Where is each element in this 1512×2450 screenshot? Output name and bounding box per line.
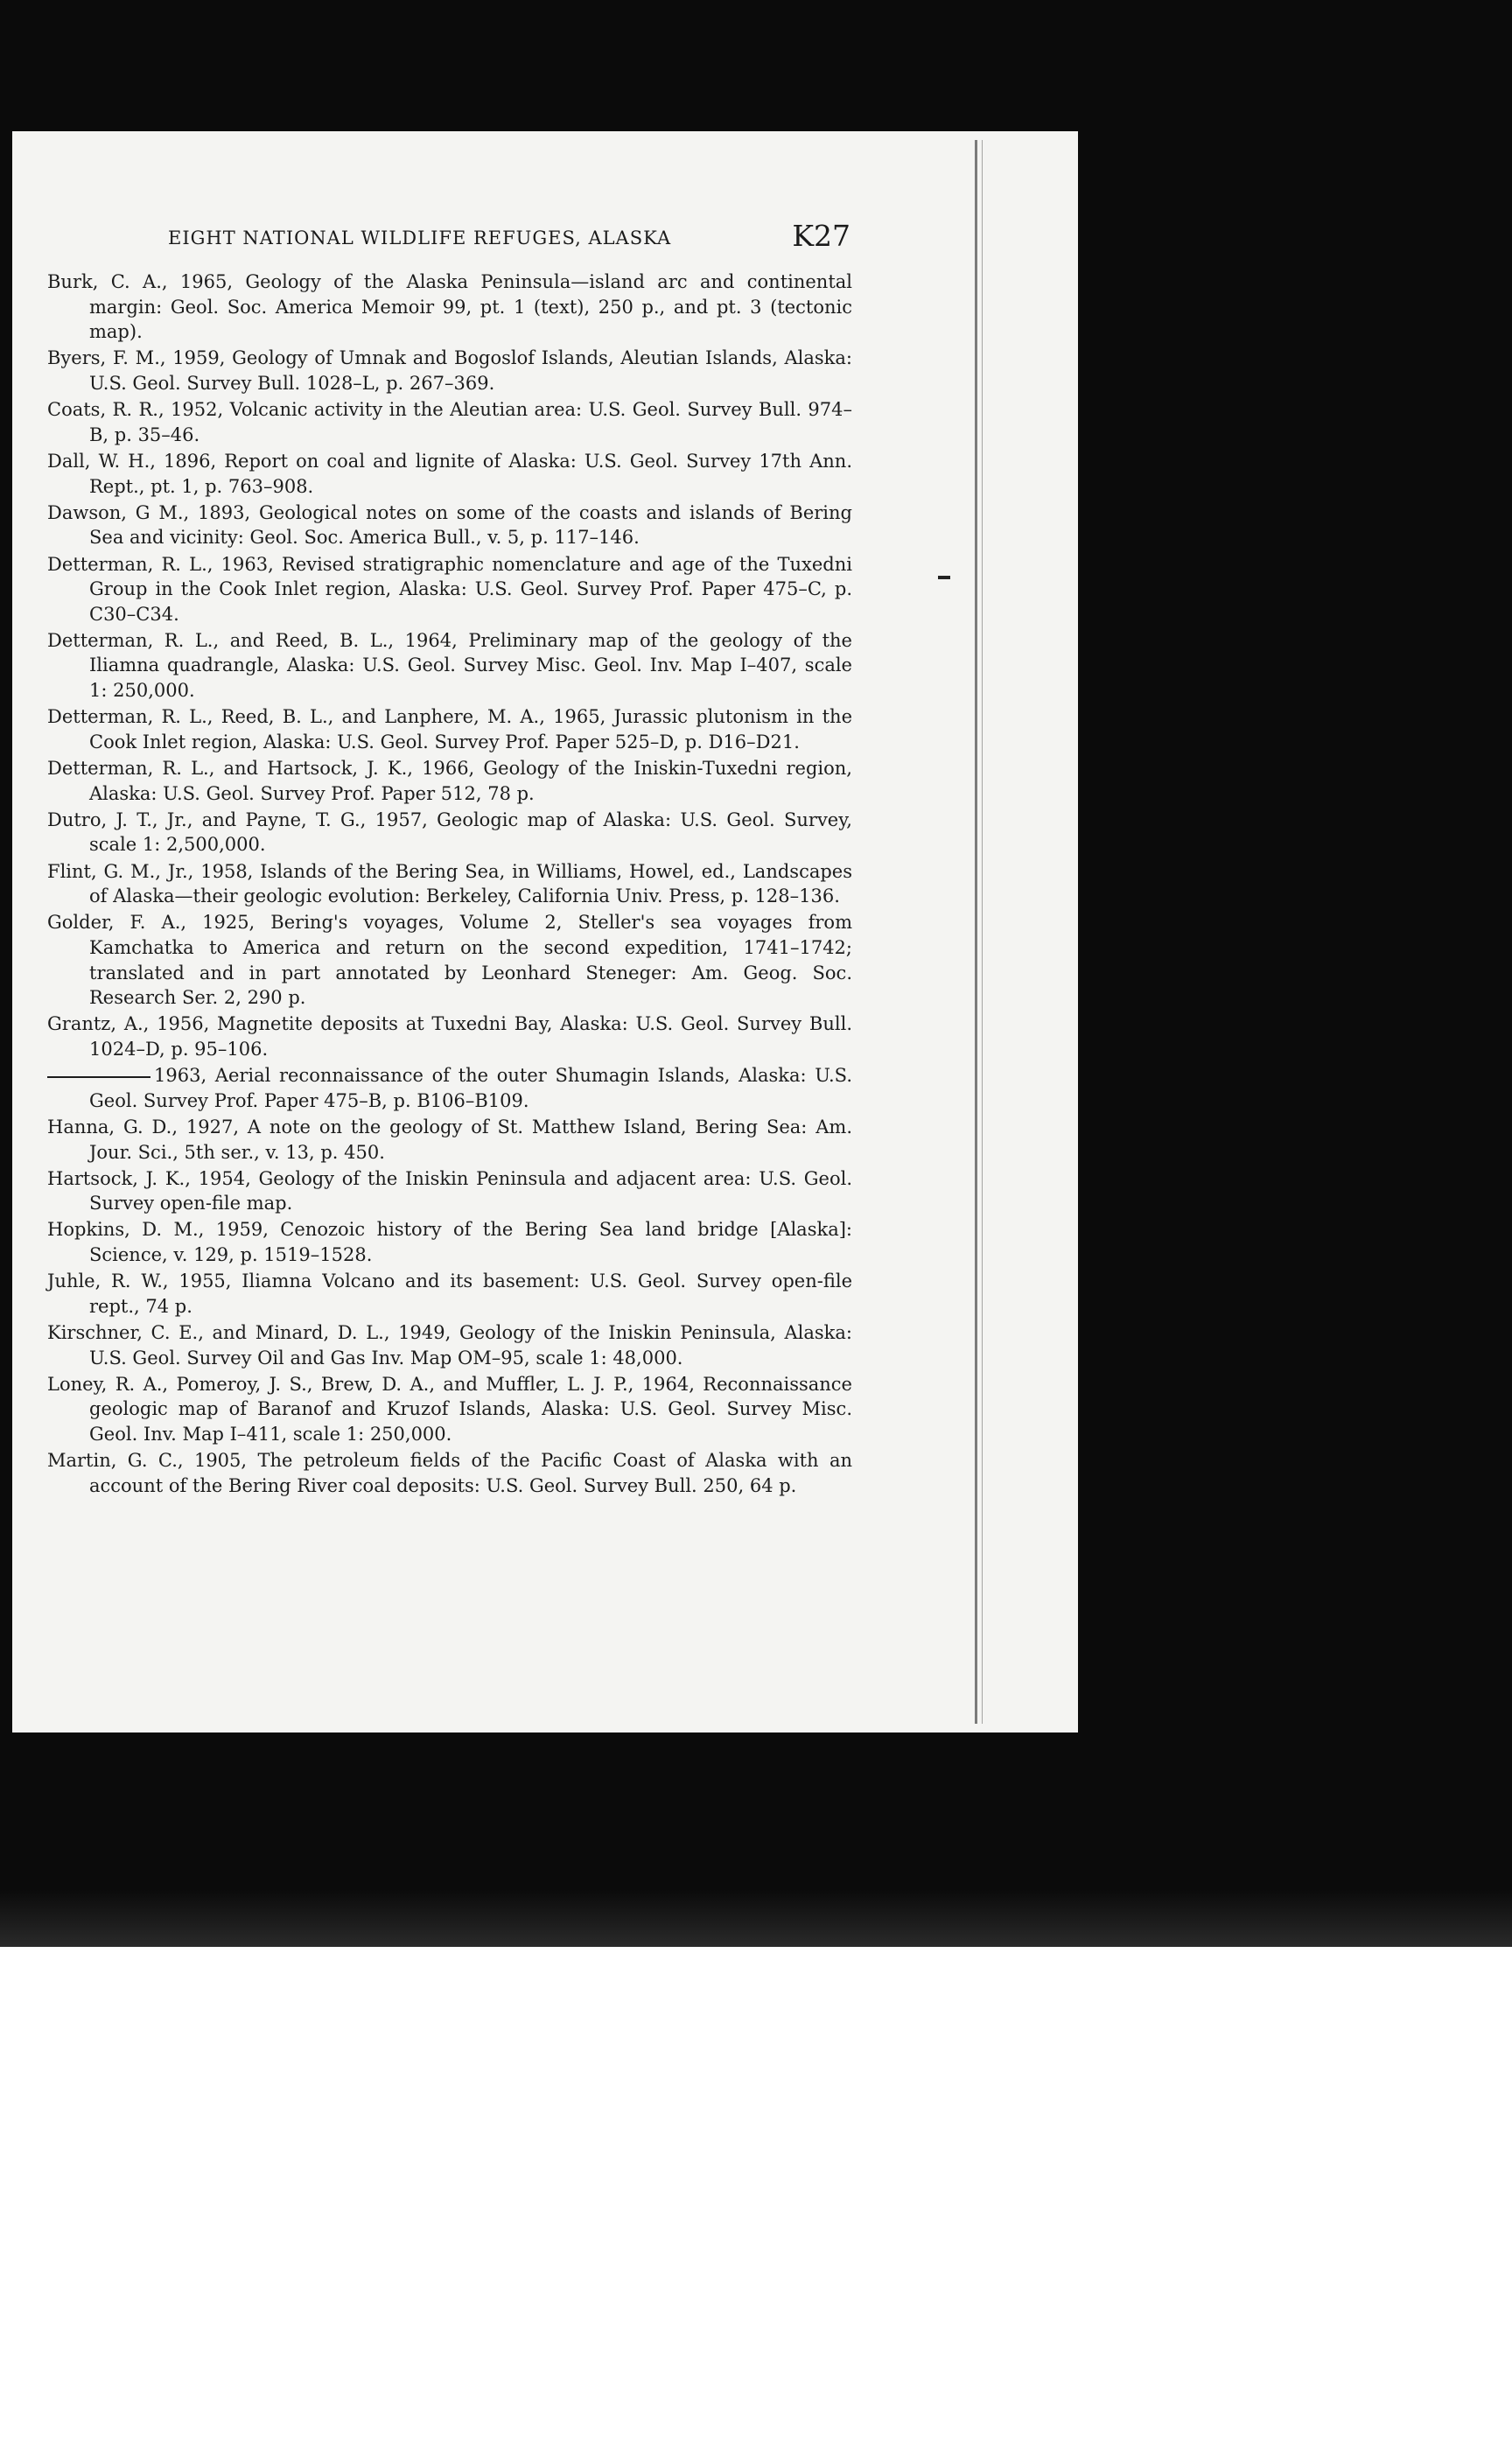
reference-text: Juhle, R. W., 1955, Iliamna Volcano and its basement: U.S. Geol. Survey open-file rept., 74 p. (47, 1270, 852, 1317)
reference-text: 1963, Aerial reconnaissance of the outer Shumagin Islands, Alaska: U.S. Geol. Survey Prof. Paper 475–B, p. B106–B109. (89, 1065, 852, 1111)
reference-text: Hartsock, J. K., 1954, Geology of the Iniskin Peninsula and adjacent area: U.S. Geol. Survey open-file map. (47, 1167, 852, 1214)
reference-entry (47, 1217, 852, 1267)
reference-text: Loney, R. A., Pomeroy, J. S., Brew, D. A., and Muffler, L. J. P., 1964, Reconnaissance geologic map of Baranof and Kruzof Islands, Alaska: U.S. Geol. Survey Misc. Geol. Inv. Map I–411, scale 1: 250,000. (47, 1373, 852, 1445)
reference-entry (47, 500, 852, 550)
reference-text: Golder, F. A., 1925, Bering's voyages, Volume 2, Steller's sea voyages from Kamchatka to America and return on the second expedition, 1741–1742; translated and in part annotated by Leonhard Steneger: Am. Geog. Soc. Research Ser. 2, 290 p. (47, 912, 852, 1009)
reference-text: Martin, G. C., 1905, The petroleum fields of the Pacific Coast of Alaska with an account of the Bering River coal deposits: U.S. Geol. Survey Bull. 250, 64 p. (47, 1450, 852, 1496)
page-number: K27 (792, 219, 850, 253)
reference-entry (47, 1115, 852, 1165)
reference-entry (47, 859, 852, 909)
page-binding-edge (975, 140, 977, 1724)
reference-entry (47, 704, 852, 754)
reference-text: Flint, G. M., Jr., 1958, Islands of the Bering Sea, in Williams, Howel, ed., Landscapes of Alaska—their geologic evolution: Berkeley, California Univ. Press, p. 128–136. (47, 860, 852, 907)
reference-entry (47, 270, 852, 345)
reference-text: Hanna, G. D., 1927, A note on the geology of St. Matthew Island, Bering Sea: Am. Jour. Sci., 5th ser., v. 13, p. 450. (47, 1116, 852, 1163)
reference-entry (47, 910, 852, 1010)
margin-mark (938, 576, 950, 579)
scan-bottom-shadow (0, 1890, 1512, 1947)
reference-text: Burk, C. A., 1965, Geology of the Alaska Peninsula—island arc and continental margin: Geol. Soc. America Memoir 99, pt. 1 (text), 250 p., and pt. 3 (tectonic map). (47, 271, 852, 343)
ditto-dash (47, 1076, 150, 1078)
reference-entry (47, 756, 852, 806)
reference-text: Dall, W. H., 1896, Report on coal and lignite of Alaska: U.S. Geol. Survey 17th Ann. Rept., pt. 1, p. 763–908. (47, 450, 852, 497)
reference-entry (47, 1063, 852, 1113)
reference-text: Detterman, R. L., 1963, Revised stratigraphic nomenclature and age of the Tuxedni Group in the Cook Inlet region, Alaska: U.S. Geol. Survey Prof. Paper 475–C, p. C30–C34. (47, 553, 852, 625)
reference-text: Hopkins, D. M., 1959, Cenozoic history of the Bering Sea land bridge [Alaska]: Science, v. 129, p. 1519–1528. (47, 1219, 852, 1266)
reference-text: Grantz, A., 1956, Magnetite deposits at Tuxedni Bay, Alaska: U.S. Geol. Survey Bull. 1024–D, p. 95–106. (47, 1013, 852, 1060)
running-title: EIGHT NATIONAL WILDLIFE REFUGES, ALASKA (168, 228, 672, 248)
reference-text: Detterman, R. L., and Reed, B. L., 1964, Preliminary map of the geology of the Iliamna quadrangle, Alaska: U.S. Geol. Survey Misc. Geol. Inv. Map I–407, scale 1: 250,000. (47, 629, 852, 702)
document-page (12, 131, 1078, 1732)
reference-entry (47, 552, 852, 627)
reference-entry (47, 628, 852, 704)
page-binding-edge-inner (982, 140, 983, 1724)
reference-entry (47, 346, 852, 396)
reference-text: Detterman, R. L., Reed, B. L., and Lanphere, M. A., 1965, Jurassic plutonism in the Cook Inlet region, Alaska: U.S. Geol. Survey Prof. Paper 525–D, p. D16–D21. (47, 706, 852, 752)
reference-entry (47, 1012, 852, 1061)
running-head (168, 219, 850, 257)
reference-list (47, 270, 852, 1500)
reference-entry (47, 1320, 852, 1370)
reference-text: Dawson, G M., 1893, Geological notes on some of the coasts and islands of Bering Sea and vicinity: Geol. Soc. America Bull., v. 5, p. 117–146. (47, 501, 852, 549)
reference-text: Coats, R. R., 1952, Volcanic activity in the Aleutian area: U.S. Geol. Survey Bull. 974–B, p. 35–46. (47, 399, 852, 445)
reference-entry (47, 1448, 852, 1498)
reference-entry (47, 1372, 852, 1447)
reference-entry (47, 1166, 852, 1216)
reference-text: Detterman, R. L., and Hartsock, J. K., 1966, Geology of the Iniskin-Tuxedni region, Alaska: U.S. Geol. Survey Prof. Paper 512, 78 p. (47, 758, 852, 804)
reference-text: Byers, F. M., 1959, Geology of Umnak and Bogoslof Islands, Aleutian Islands, Alaska: U.S. Geol. Survey Bull. 1028–L, p. 267–369. (47, 347, 852, 394)
reference-entry (47, 808, 852, 858)
reference-entry (47, 1269, 852, 1319)
reference-text: Dutro, J. T., Jr., and Payne, T. G., 1957, Geologic map of Alaska: U.S. Geol. Survey, scale 1: 2,500,000. (47, 808, 852, 856)
reference-entry (47, 449, 852, 499)
reference-text: Kirschner, C. E., and Minard, D. L., 1949, Geology of the Iniskin Peninsula, Alaska: U.S. Geol. Survey Oil and Gas Inv. Map OM–95, scale 1: 48,000. (47, 1322, 852, 1368)
reference-entry (47, 397, 852, 447)
